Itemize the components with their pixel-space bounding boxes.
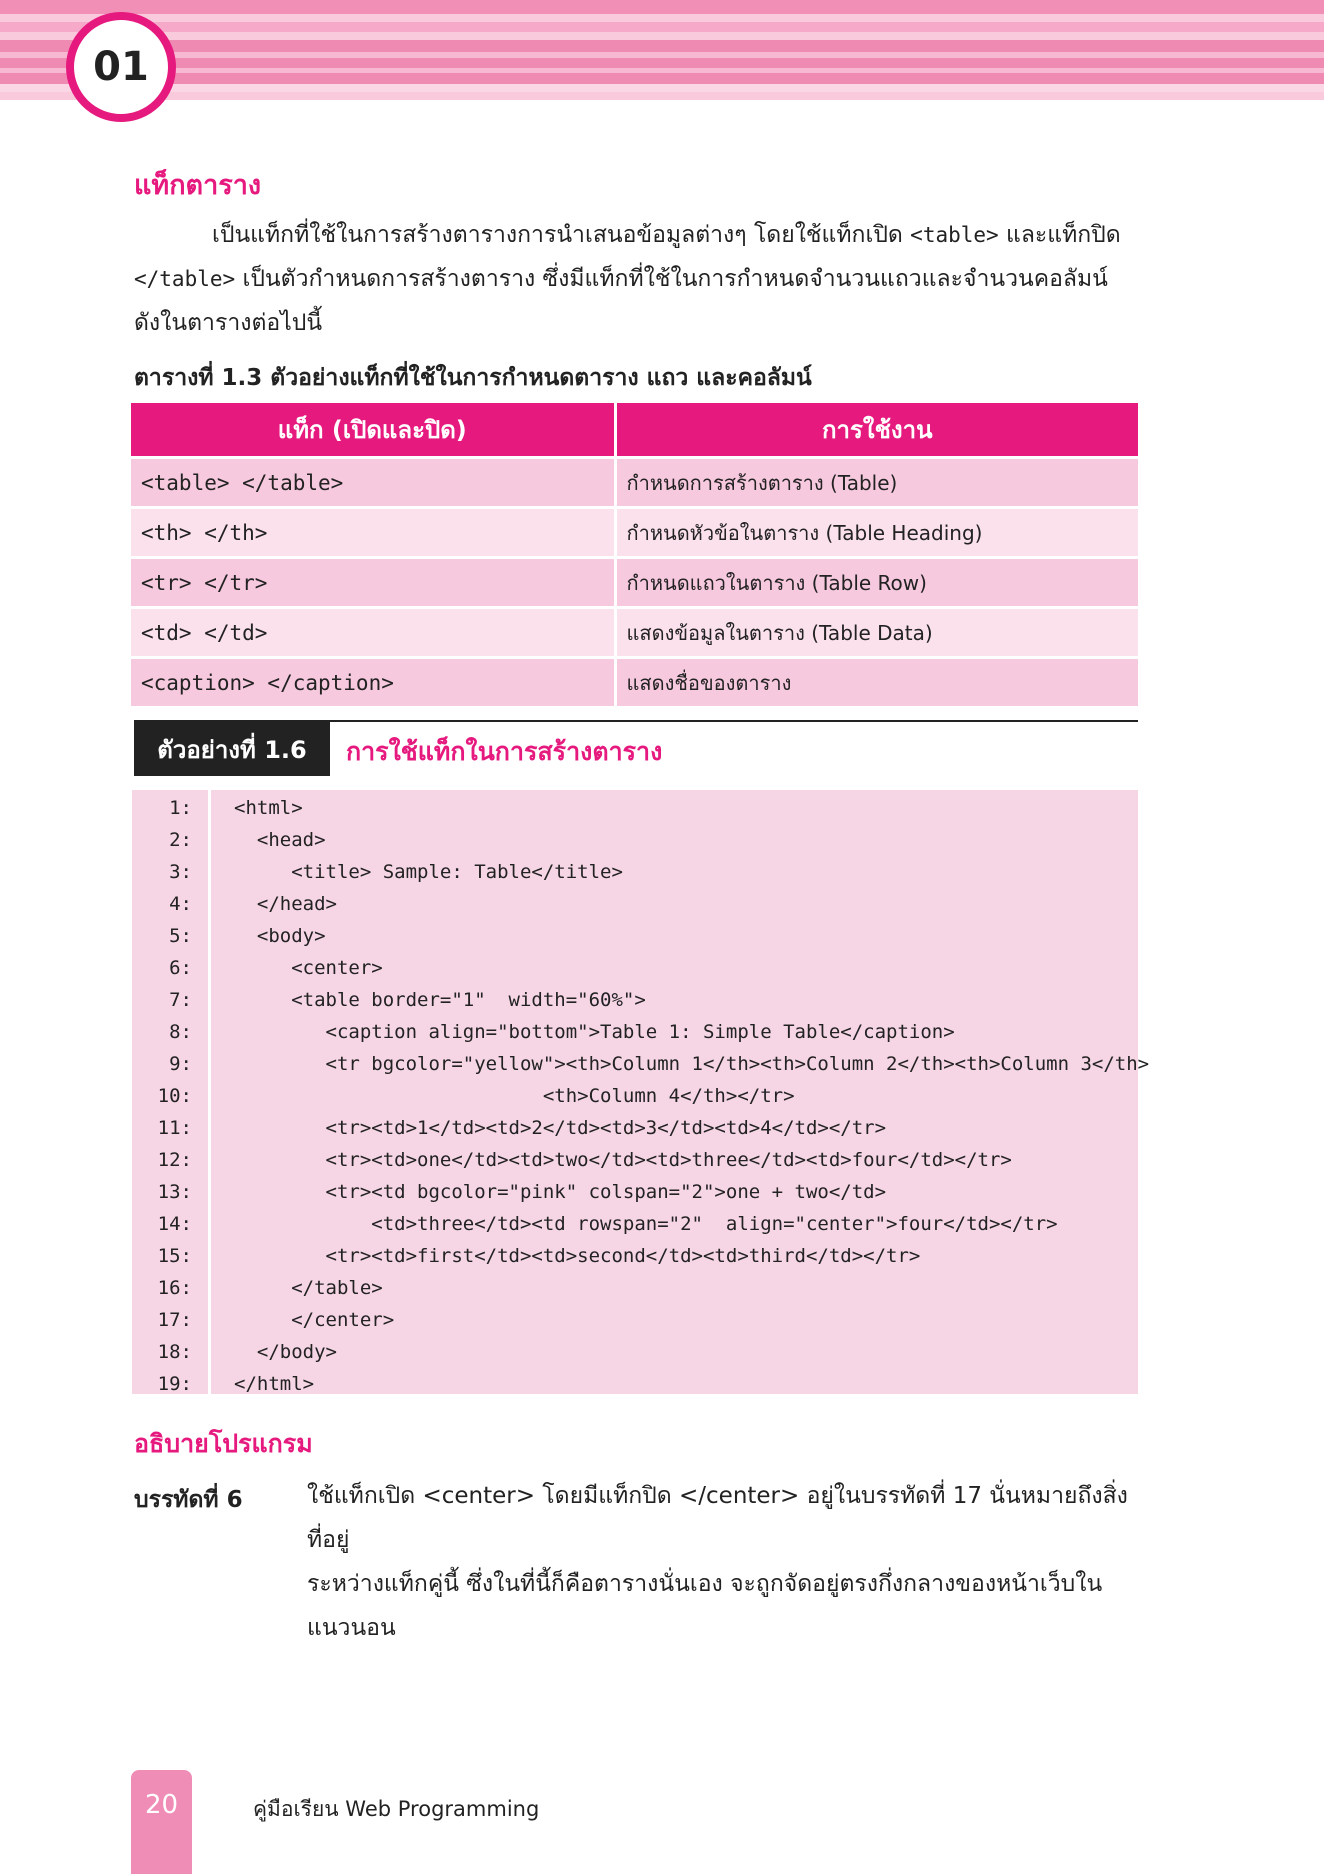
usage-cell: แสดงชื่อของตาราง bbox=[615, 658, 1138, 707]
explanation-text bbox=[307, 1474, 1137, 1650]
column-header: แท็ก (เปิดและปิด) bbox=[131, 403, 615, 458]
code-line: 6: <center> bbox=[169, 957, 383, 979]
example-label: ตัวอย่างที่ 1.6 bbox=[134, 722, 330, 776]
code-line: 18: </body> bbox=[157, 1341, 337, 1363]
explanation-title: อธิบายโปรแกรม bbox=[134, 1429, 313, 1458]
code-line: 2: <head> bbox=[169, 829, 326, 851]
tag-cell: <table> </table> bbox=[131, 458, 615, 508]
chapter-badge: 01 bbox=[66, 12, 176, 122]
usage-cell: กำหนดแถวในตาราง (Table Row) bbox=[615, 558, 1138, 608]
code-line: 4: </head> bbox=[169, 893, 337, 915]
column-header: การใช้งาน bbox=[615, 403, 1138, 458]
table-row bbox=[131, 558, 1138, 608]
explanation-line: แนวนอน bbox=[307, 1615, 396, 1641]
usage-cell: กำหนดการสร้างตาราง (Table) bbox=[615, 458, 1138, 508]
code-line: 19: </html> bbox=[157, 1373, 315, 1395]
code-line: 1: <html> bbox=[169, 797, 303, 819]
book-title: คู่มือเรียน Web Programming bbox=[253, 1797, 540, 1821]
code-line: 3: <title> Sample: Table</title> bbox=[169, 861, 623, 883]
table-caption: ตารางที่ 1.3 ตัวอย่างแท็กที่ใช้ในการกำหนดตาราง แถว และคอลัมน์ bbox=[134, 365, 812, 391]
header-stripe bbox=[0, 68, 1324, 73]
code-line: 16: </table> bbox=[157, 1277, 383, 1299]
code-line: 15: <tr><td>first</td><td>second</td><td>third</td></tr> bbox=[157, 1245, 921, 1267]
intro-paragraph bbox=[134, 213, 1134, 345]
page-number: 20 bbox=[131, 1770, 192, 1874]
header-stripe bbox=[0, 0, 1324, 14]
table-header-row bbox=[131, 403, 1138, 458]
table-row bbox=[131, 658, 1138, 707]
tag-cell: <tr> </tr> bbox=[131, 558, 615, 608]
header-stripe bbox=[0, 40, 1324, 84]
paragraph-line: ดังในตารางต่อไปนี้ bbox=[134, 310, 323, 336]
header-stripe bbox=[0, 84, 1324, 92]
code-line: 9: <tr bgcolor="yellow"><th>Column 1</th><th>Column 2</th><th>Column 3</th> bbox=[169, 1053, 1150, 1075]
code-line: 14: <td>three</td><td rowspan="2" align="center">four</td></tr> bbox=[157, 1213, 1058, 1235]
header-stripe bbox=[0, 22, 1324, 32]
table-row bbox=[131, 508, 1138, 558]
example-title: การใช้แท็กในการสร้างตาราง bbox=[346, 737, 663, 766]
header-stripe bbox=[0, 52, 1324, 58]
usage-cell: กำหนดหัวข้อในตาราง (Table Heading) bbox=[615, 508, 1138, 558]
usage-cell: แสดงข้อมูลในตาราง (Table Data) bbox=[615, 608, 1138, 658]
code-line: 5: <body> bbox=[169, 925, 326, 947]
table-row bbox=[131, 458, 1138, 508]
code-line: 8: <caption align="bottom">Table 1: Simple Table</caption> bbox=[169, 1021, 955, 1043]
code-line: 10: <th>Column 4</th></tr> bbox=[157, 1085, 795, 1107]
section-title: แท็กตาราง bbox=[134, 170, 262, 201]
tag-cell: <th> </th> bbox=[131, 508, 615, 558]
table-row bbox=[131, 608, 1138, 658]
code-line: 11: <tr><td>1</td><td>2</td><td>3</td><td>4</td></tr> bbox=[157, 1117, 887, 1139]
tag-cell: <caption> </caption> bbox=[131, 658, 615, 707]
tag-cell: <td> </td> bbox=[131, 608, 615, 658]
code-line: 7: <table border="1" width="60%"> bbox=[169, 989, 646, 1011]
code-line: 13: <tr><td bgcolor="pink" colspan="2">one + two</td> bbox=[157, 1181, 887, 1203]
line-reference-label: บรรทัดที่ 6 bbox=[134, 1487, 243, 1513]
code-line: 12: <tr><td>one</td><td>two</td><td>three</td><td>four</td></tr> bbox=[157, 1149, 1012, 1171]
tag-table bbox=[131, 403, 1138, 706]
paragraph-line: เป็นแท็กที่ใช้ในการสร้างตารางการนำเสนอข้อมูลต่างๆ โดยใช้แท็กเปิด <table> และแท็กปิด bbox=[212, 222, 1121, 248]
paragraph-line: </table> เป็นตัวกำหนดการสร้างตาราง ซึ่งมีแท็กที่ใช้ในการกำหนดจำนวนแถวและจำนวนคอลัมน์ bbox=[134, 266, 1108, 292]
explanation-line: ระหว่างแท็กคู่นี้ ซึ่งในที่นี้ก็คือตารางนั่นเอง จะถูกจัดอยู่ตรงกึ่งกลางของหน้าเว็บใน bbox=[307, 1571, 1103, 1597]
explanation-line: ใช้แท็กเปิด <center> โดยมีแท็กปิด </center> อยู่ในบรรทัดที่ 17 นั่นหมายถึงสิ่งที่อยู่ bbox=[307, 1483, 1128, 1553]
code-line: 17: </center> bbox=[157, 1309, 395, 1331]
